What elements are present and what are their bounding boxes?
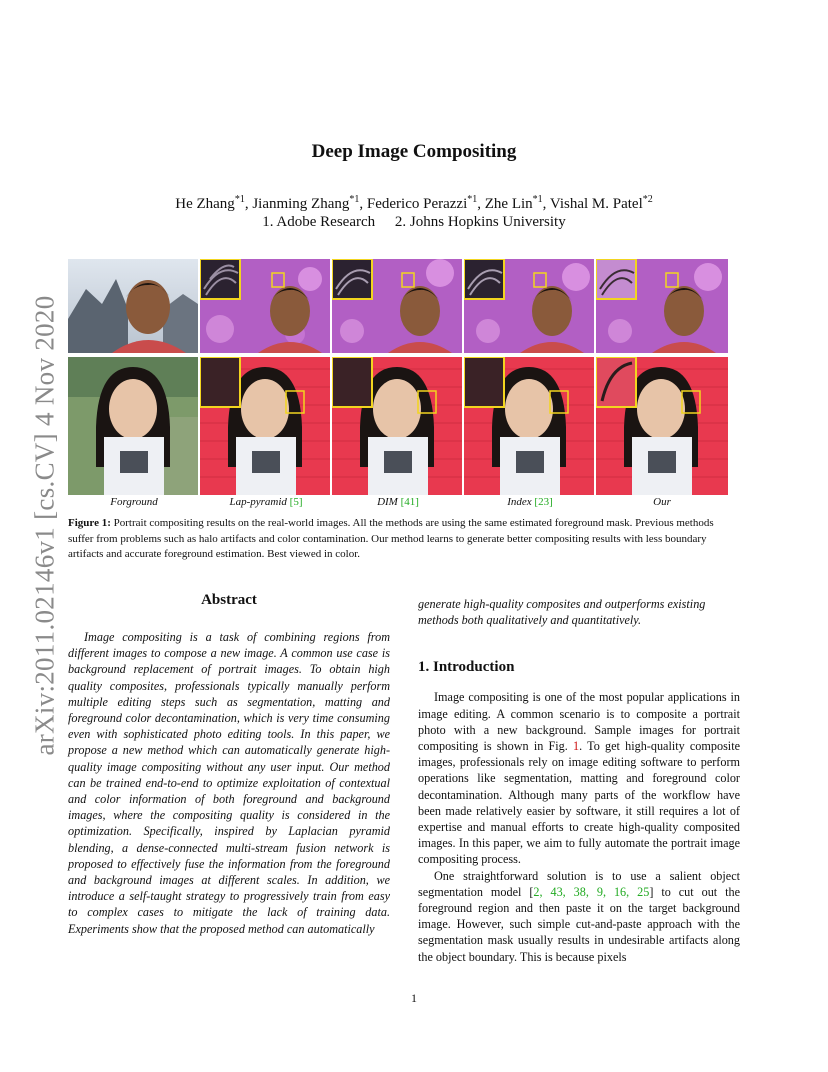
figure-label: Index [23]: [507, 496, 553, 508]
introduction-heading: 1. Introduction: [418, 659, 515, 676]
figure-ref-link[interactable]: 1: [573, 739, 580, 754]
abstract-heading: Abstract: [201, 592, 257, 608]
citation-link[interactable]: 5: [293, 496, 299, 508]
author: Vishal M. Patel$^{*2}$: [549, 194, 653, 212]
figure-cell-dim-man: [332, 259, 462, 353]
figure-cell-dim-woman: [332, 357, 462, 495]
intro-paragraph: One straightforward solution is to use a salient object segmentation model [2, 43, 38, 9, 16, 25] to cut out the foreground region and then paste it on the target background image. However, such simple cut-and-paste approach with the segmentation mask usually results in undesirable artifacts along the object boundary. This is because pixels: [418, 868, 741, 964]
figure-label: Forground: [110, 496, 158, 508]
figure-cell-our-man: [596, 259, 728, 353]
citation-link[interactable]: 23: [538, 496, 550, 508]
figure-caption: [68, 516, 740, 563]
left-column: [68, 592, 390, 937]
caption-label: Figure 1:: [68, 517, 111, 529]
author: He Zhang$^{*1}$: [175, 194, 245, 212]
affiliation: 1. Adobe Research: [262, 214, 376, 230]
figure-cell-index-man: [464, 259, 594, 353]
figure-label: Our: [653, 496, 671, 508]
affiliation: 2. Johns Hopkins University: [394, 214, 566, 230]
figure-cell-lap-pyramid-man: [200, 259, 330, 353]
figure-cell-lap-pyramid-woman: [200, 357, 330, 495]
abstract-text-continued: generate high-quality composites and outperforms existing methods both qualitatively and quantitatively.: [418, 597, 706, 628]
paper-title: Deep Image Compositing: [311, 141, 517, 162]
author: Jianming Zhang$^{*1}$: [252, 194, 360, 212]
figure-label: DIM [41]: [377, 496, 419, 508]
figure-cell-our-woman: [596, 357, 728, 495]
author-list: He Zhang$^{*1}$, Jianming Zhang$^{*1}$, Federico Perazzi$^{*1}$, Zhe Lin$^{*1}$, Vishal M. Patel$^{*2}$: [175, 194, 653, 212]
author: Zhe Lin$^{*1}$: [484, 194, 543, 212]
affiliations: [0, 214, 828, 231]
caption-text: Portrait compositing results on the real-world images. All the methods are using the same estimated foreground mask. Previous methods suffer from problems such as halo artifacts and color contamination. Our method learns to generate better compositing results with less boundary artifacts and accurate foreground estimation. Best viewed in color.: [68, 517, 714, 560]
page-number: 1: [411, 991, 417, 1005]
intro-paragraph: Image compositing is one of the most popular applications in image editing. A common scenario is to composite a portrait photo with a new background. Sample images for portrait compositing is shown in Fig. 1. To get high-quality composite images, professionals rely on image editing software to perform operations like segmentation, matting and foreground color decontamination. Although many parts of the workflow have been made relatively easier by software, it still requires a lot of expertise and manual efforts to create high-quality composited images. In this paper, we aim to fully automate the portrait image compositing process.: [418, 690, 740, 867]
figure-cell-index-woman: [464, 357, 594, 495]
right-column: [418, 596, 740, 965]
citation-link[interactable]: 41: [404, 496, 416, 508]
arxiv-stamp: [20, 285, 70, 765]
author: Federico Perazzi$^{*1}$: [366, 194, 478, 212]
figure-cell-foreground-woman: [68, 357, 198, 495]
figure-1-grid: [68, 259, 728, 495]
figure-column-labels: [68, 496, 728, 512]
figure-label: Lap-pyramid [5]: [229, 496, 303, 508]
abstract-text: Image compositing is a task of combining regions from different images to compose a new image. A common use case is background replacement of portrait images. To obtain high quality composites, professionals typically manually perform multiple editing steps such as segmentation, matting and foreground color decontamination, which is very time consuming even with sophisticated photo editing tools. In this paper, we propose a new method which can automatically generate high-quality image compositing without any user input. Our method can be trained end-to-end to optimize exploitation of contextual and color information of both foreground and background images, where the compositing quality is considered in the optimization. Specifically, inspired by Laplacian pyramid blending, a dense-connected multi-stream fusion network is proposed to effectively fuse the information from the foreground and background images at different scales. In addition, we introduce a self-taught strategy to progressively train from easy to complex cases to mitigate the lack of training data. Experiments show that the proposed method can automatically: [68, 630, 390, 936]
figure-cell-foreground-man: [68, 259, 198, 353]
arxiv-id: arXiv:2011.02146v1 [cs.CV] 4 Nov 2020: [29, 294, 60, 756]
citation-links[interactable]: 2, 43, 38, 9, 16, 25: [533, 884, 650, 899]
